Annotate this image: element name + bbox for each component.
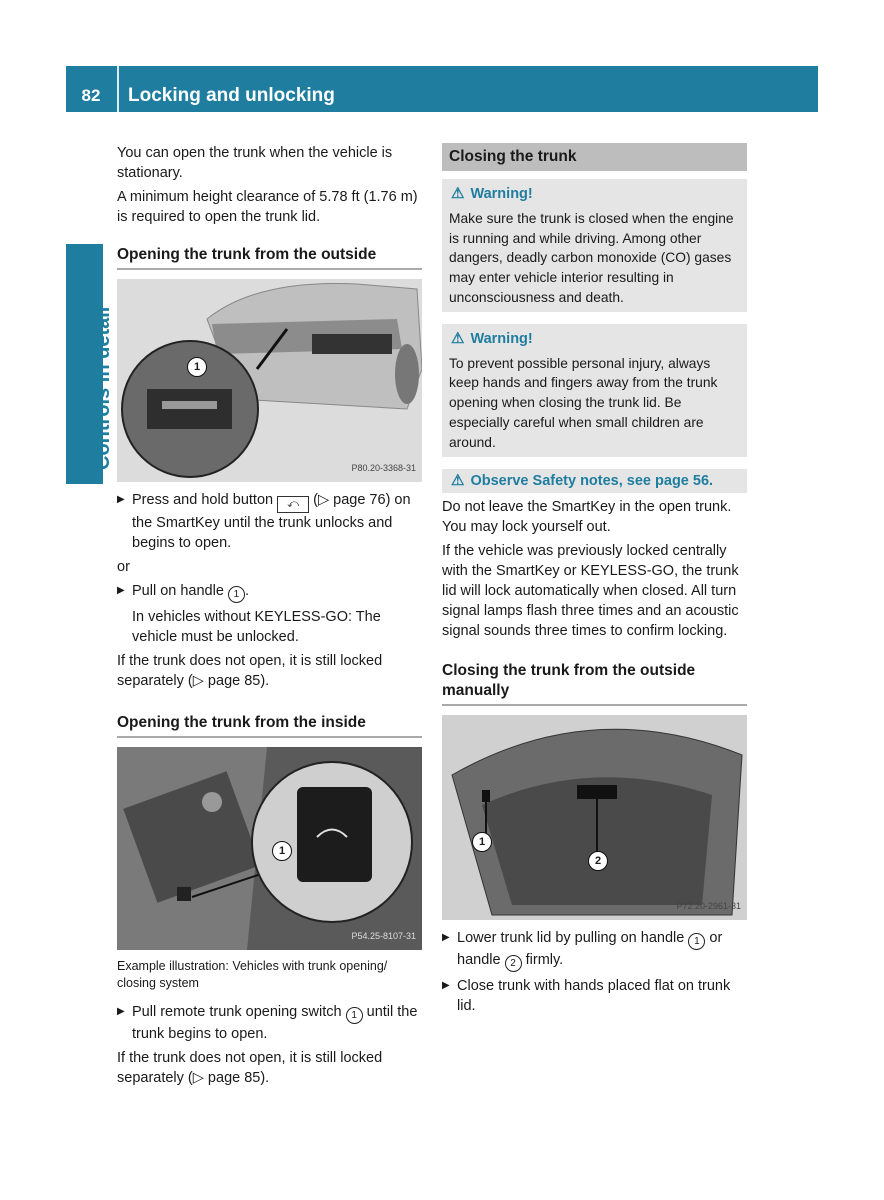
step-close-flat: ▶ Close trunk with hands placed flat on trunk lid. (442, 976, 747, 1016)
callout-marker: 1 (187, 357, 207, 377)
keyless-note: In vehicles without KEYLESS-GO: The vehicle must be unlocked. (132, 609, 381, 645)
note-locked-2: If the trunk does not open, it is still locked separately (▷ page 85). (117, 1050, 383, 1086)
door-switch-illustration (117, 747, 422, 950)
marker-1: 1 (346, 1007, 363, 1024)
page-number: 82 (81, 86, 101, 105)
page-title: Locking and unlocking (128, 85, 335, 106)
paragraph-smartkey: Do not leave the SmartKey in the open trunk. You may lock yourself out. (442, 498, 732, 535)
figure-caption: Example illustration: Vehicles with trunk opening/ closing system (117, 959, 388, 990)
marker-2: 2 (505, 955, 522, 972)
page-header (66, 66, 818, 112)
car-rear-illustration (117, 279, 422, 482)
callout-marker: 1 (272, 841, 292, 861)
intro-paragraph-1: You can open the trunk when the vehicle is stationary. (117, 145, 393, 181)
note-locked-1: If the trunk does not open, it is still locked separately (▷ page 85). (117, 653, 383, 689)
step-lower-lid: ▶ Lower trunk lid by pulling on handle 1 or handle 2 firmly. (442, 928, 747, 972)
step-press-button: ▶ Press and hold button ⤺ (▷ page 76) on the SmartKey until the trunk unlocks and begins to open. (117, 490, 422, 553)
figure-id: P72.20-2961-31 (676, 900, 741, 911)
section-heading-inside: Opening the trunk from the inside (117, 713, 422, 738)
right-column (442, 143, 747, 1020)
callout-marker: 1 (472, 832, 492, 852)
warning-triangle-icon: ⚠ (451, 185, 465, 202)
side-tab-label: Controls in detail (92, 306, 114, 470)
step-pull-handle: ▶ Pull on handle 1 . (117, 581, 422, 603)
marker-1: 1 (228, 586, 245, 603)
warning-triangle-icon: ⚠ (451, 471, 465, 489)
observe-safety-notes: ⚠ Observe Safety notes, see page 56. (442, 469, 747, 493)
warning-box-1: ⚠ Warning! Make sure the trunk is closed when the engine is running and while driving. Among other dangers, deadly carbon monoxide (CO) gases may enter vehicle interior resulting in unconsciousness and death. (442, 179, 747, 312)
intro-paragraph-2: A minimum height clearance of 5.78 ft (1.76 m) is required to open the trunk lid. (117, 189, 418, 225)
step-pull-switch: ▶ Pull remote trunk opening switch 1 until the trunk begins to open. (117, 1002, 422, 1044)
section-heading-outside: Opening the trunk from the outside (117, 245, 422, 270)
callout-marker: 2 (588, 851, 608, 871)
paragraph-auto-lock: If the vehicle was previously locked centrally with the SmartKey or KEYLESS-GO, the trunk lid will lock automatically when closed. All turn signal lamps flash three times and an acoustic signal sounds three times to confirm locking. (442, 542, 739, 639)
closing-heading: Closing the trunk (442, 143, 747, 171)
marker-1: 1 (688, 933, 705, 950)
figure-trunk-outside (117, 279, 422, 482)
figure-trunk-close (442, 715, 747, 920)
figure-id: P54.25-8107-31 (351, 931, 416, 941)
warning-box-2: ⚠ Warning! To prevent possible personal injury, always keep hands and fingers away from the trunk opening when closing the trunk lid. Be especially careful when small children are around. (442, 324, 747, 457)
or-text: or (117, 559, 130, 575)
section-heading-close-manually: Closing the trunk from the outside manually (442, 661, 747, 706)
trunk-lid-illustration (442, 715, 747, 920)
figure-trunk-inside (117, 747, 422, 950)
figure-id: P80.20-3368-31 (351, 463, 416, 473)
warning-triangle-icon: ⚠ (451, 329, 465, 347)
left-column (117, 143, 422, 1092)
trunk-key-icon: ⤺ (277, 496, 309, 513)
header-divider (117, 66, 119, 112)
